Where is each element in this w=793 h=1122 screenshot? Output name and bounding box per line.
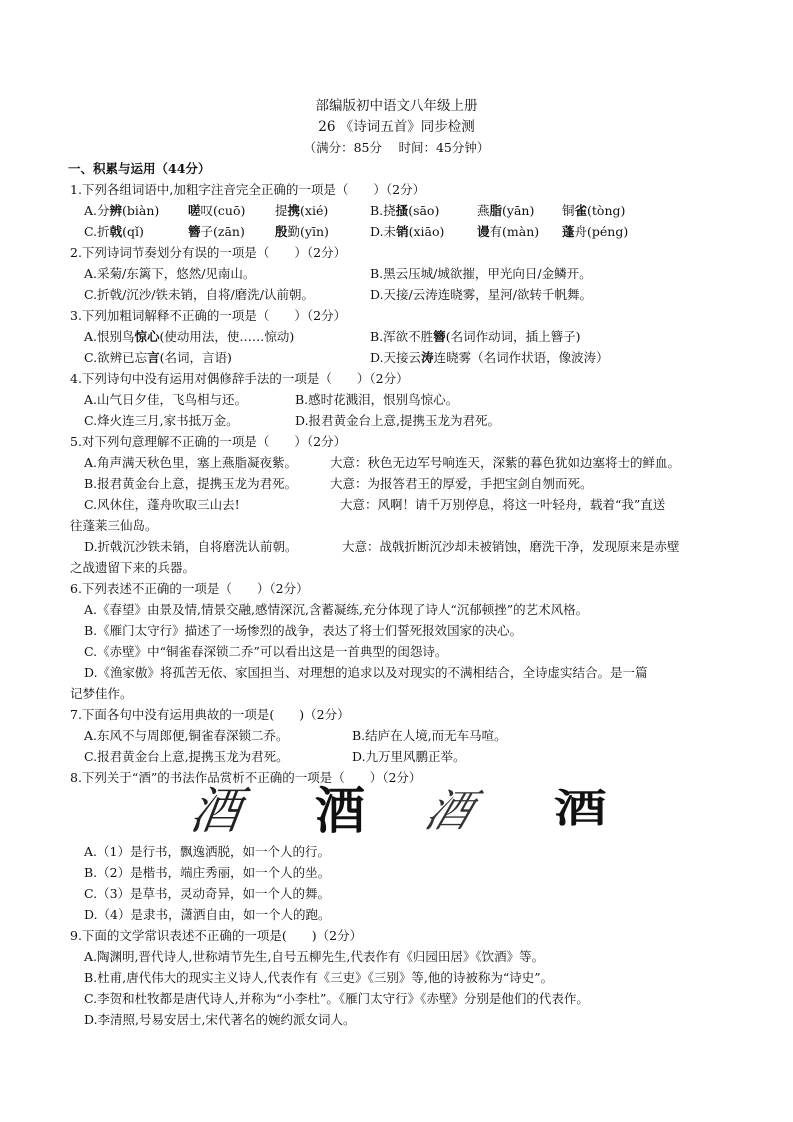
q1-c3: 殷勤(yīn) — [275, 224, 329, 239]
section-heading: 一、积累与运用（44分） — [68, 161, 211, 176]
q6-d: D.《渔家傲》将孤苦无依、家国担当、对理想的追求以及对现实的不满相结合，全诗虚实结合。是一篇 — [84, 665, 648, 680]
q5-c-meaning: 大意：风啊！请千万别停息，将这一叶轻舟，载着“我”直送 — [340, 497, 666, 512]
q1-d1: D.未销(xiāo) — [370, 224, 445, 239]
q5-d-text: D.折戟沉沙铁未销，自将磨洗认前朝。 — [84, 539, 298, 554]
q3-a: A.恨别鸟惊心(使动用法，使……惊动) — [84, 329, 295, 344]
doc-title: 部编版初中语文八年级上册 — [315, 98, 478, 114]
glyph-4: 酒 — [553, 785, 607, 832]
q7-c: C.报君黄金台上意,提携玉龙为君死。 — [84, 749, 289, 764]
q1-c1: C.折戟(qǐ) — [84, 224, 144, 239]
q1-a3: 提携(xié) — [275, 203, 329, 218]
q2-stem: 2.下列诗词节奏划分有误的一项是（ ）（2分） — [70, 245, 347, 260]
calligraphy-2-image — [300, 778, 380, 838]
q7-b: B.结庐在人境,而无车马喧。 — [352, 728, 507, 743]
q8-a: A.（1）是行书，飘逸洒脱，如一个人的行。 — [84, 844, 330, 859]
q8-stem: 8.下列关于“酒”的书法作品赏析不正确的一项是（ ）（2分） — [70, 770, 422, 785]
q4-d: D.报君黄金台上意,提携玉龙为君死。 — [295, 413, 501, 428]
glyph-3: 酒 — [420, 785, 480, 837]
q4-stem: 4.下列诗句中没有运用对偶修辞手法的一项是（ ）（2分） — [70, 371, 409, 386]
glyph-1: 酒 — [186, 781, 245, 838]
calligraphy-4-clerical-script — [540, 778, 620, 838]
q5-b-text: B.报君黄金台上意，提携玉龙为君死。 — [84, 476, 298, 491]
glyph-2: 酒 — [315, 781, 365, 838]
calligraphy-4-image — [540, 778, 620, 838]
calligraphy-3-cursive-script — [420, 778, 500, 838]
q1-a1: A.分辨(biàn) — [84, 203, 160, 218]
q4-b: B.感时花溅泪，恨别鸟惊心。 — [295, 392, 459, 407]
q1-stem: 1.下列各组词语中,加粗字注音完全正确的一项是（ ）（2分） — [70, 182, 426, 197]
q1-b3: 铜雀(tòng) — [562, 203, 626, 218]
calligraphy-1-running-script — [180, 778, 260, 838]
q9-a: A.陶渊明,晋代诗人,世称靖节先生,自号五柳先生,代表作有《归园田居》《饮酒》等。 — [84, 949, 545, 964]
q5-a-meaning: 大意：秋色无边军号响连天，深紫的暮色犹如边塞将士的鲜血。 — [330, 455, 681, 470]
q8-b: B.（2）是楷书，端庄秀丽，如一个人的坐。 — [84, 865, 331, 880]
q4-c: C.烽火连三月,家书抵万金。 — [84, 413, 239, 428]
doc-subtitle: 26 《诗词五首》同步检测 — [318, 119, 475, 135]
q5-option-d-cont: 之战遗留下来的兵器。 — [70, 560, 196, 575]
q3-c: C.欲辨已忘言(名词，言语) — [84, 350, 232, 365]
q3-b: B.浑欲不胜簪(名词作动词，插上簪子) — [370, 329, 581, 344]
q2-b: B.黑云压城/城欲摧，甲光向日/金鳞开。 — [370, 266, 592, 281]
q1-b1: B.挠搔(sāo) — [370, 203, 440, 218]
q5-a-text: A.角声满天秋色里，塞上燕脂凝夜紫。 — [84, 455, 298, 470]
q6-d-cont: 记梦佳作。 — [70, 686, 133, 701]
q7-stem: 7.下面各句中没有运用典故的一项是( )（2分） — [70, 707, 350, 722]
doc-score-time: （满分：85分 时间：45分钟） — [303, 140, 490, 155]
q2-d: D.天接/云涛连晓雾，星河/欲转千帆舞。 — [370, 287, 592, 302]
q3-stem: 3.下列加粗词解释不正确的一项是（ ）（2分） — [70, 308, 347, 323]
q9-b: B.杜甫,唐代伟大的现实主义诗人,代表作有《三吏》《三别》等,他的诗被称为“诗史”。 — [84, 970, 554, 985]
q9-c: C.李贺和杜牧都是唐代诗人,并称为“小李杜”。《雁门太守行》《赤壁》分别是他们的代表作。 — [84, 991, 589, 1006]
q8-c: C.（3）是草书，灵动奇异，如一个人的舞。 — [84, 886, 331, 901]
q5-b-meaning: 大意：为报答君王的厚爱，手把宝剑自刎而死。 — [330, 476, 593, 491]
q2-c: C.折戟/沉沙/铁未销，自将/磨洗/认前朝。 — [84, 287, 314, 302]
calligraphy-2-regular-script — [300, 778, 380, 838]
q1-d3: 蓬舟(péng) — [562, 224, 629, 239]
q6-c: C.《赤壁》中“铜雀春深锁二乔”可以看出这是一首典型的闺怨诗。 — [84, 644, 448, 659]
q6-stem: 6.下列表述不正确的一项是（ ）（2分） — [70, 581, 309, 596]
q4-a: A.山气日夕佳，飞鸟相与还。 — [84, 392, 248, 407]
q9-stem: 9.下面的文学常识表述不正确的一项是( )（2分） — [70, 928, 363, 943]
q6-b: B.《雁门太守行》描述了一场惨烈的战争，表达了将士们誓死报效国家的决心。 — [84, 623, 523, 638]
q5-option-c-cont: 往蓬莱三仙岛。 — [70, 518, 158, 533]
calligraphy-3-image — [420, 778, 500, 838]
q5-c-text: C.风休住，蓬舟吹取三山去! — [84, 497, 240, 512]
q5-stem: 5.对下列句意理解不正确的一项是（ ）（2分） — [70, 434, 347, 449]
q8-d: D.（4）是隶书，潇洒自由，如一个人的跑。 — [84, 907, 331, 922]
q1-c2: 簪子(zān) — [188, 224, 245, 239]
q1-a2: 嗟叹(cuō) — [188, 203, 246, 218]
q7-a: A.东风不与周郎便,铜雀春深锁二乔。 — [84, 728, 289, 743]
q6-a: A.《春望》由景及情,情景交融,感情深沉,含蓄凝练,充分体现了诗人“沉郁顿挫”的艺术风格。 — [84, 602, 589, 617]
q2-a: A.采菊/东篱下，悠然/见南山。 — [84, 266, 256, 281]
q7-d: D.九万里风鹏正举。 — [352, 749, 466, 764]
q5-d-meaning: 大意：战戟折断沉沙却未被销蚀，磨洗干净，发现原来是赤壁 — [342, 539, 680, 554]
q3-d: D.天接云涛连晓雾（名词作状语，像波涛） — [370, 350, 609, 365]
q1-d2: 谩有(màn) — [477, 224, 540, 239]
q1-b2: 燕脂(yān) — [477, 203, 535, 218]
calligraphy-1-image — [180, 778, 260, 838]
q9-d: D.李清照,号易安居士,宋代著名的婉约派女词人。 — [84, 1012, 356, 1027]
